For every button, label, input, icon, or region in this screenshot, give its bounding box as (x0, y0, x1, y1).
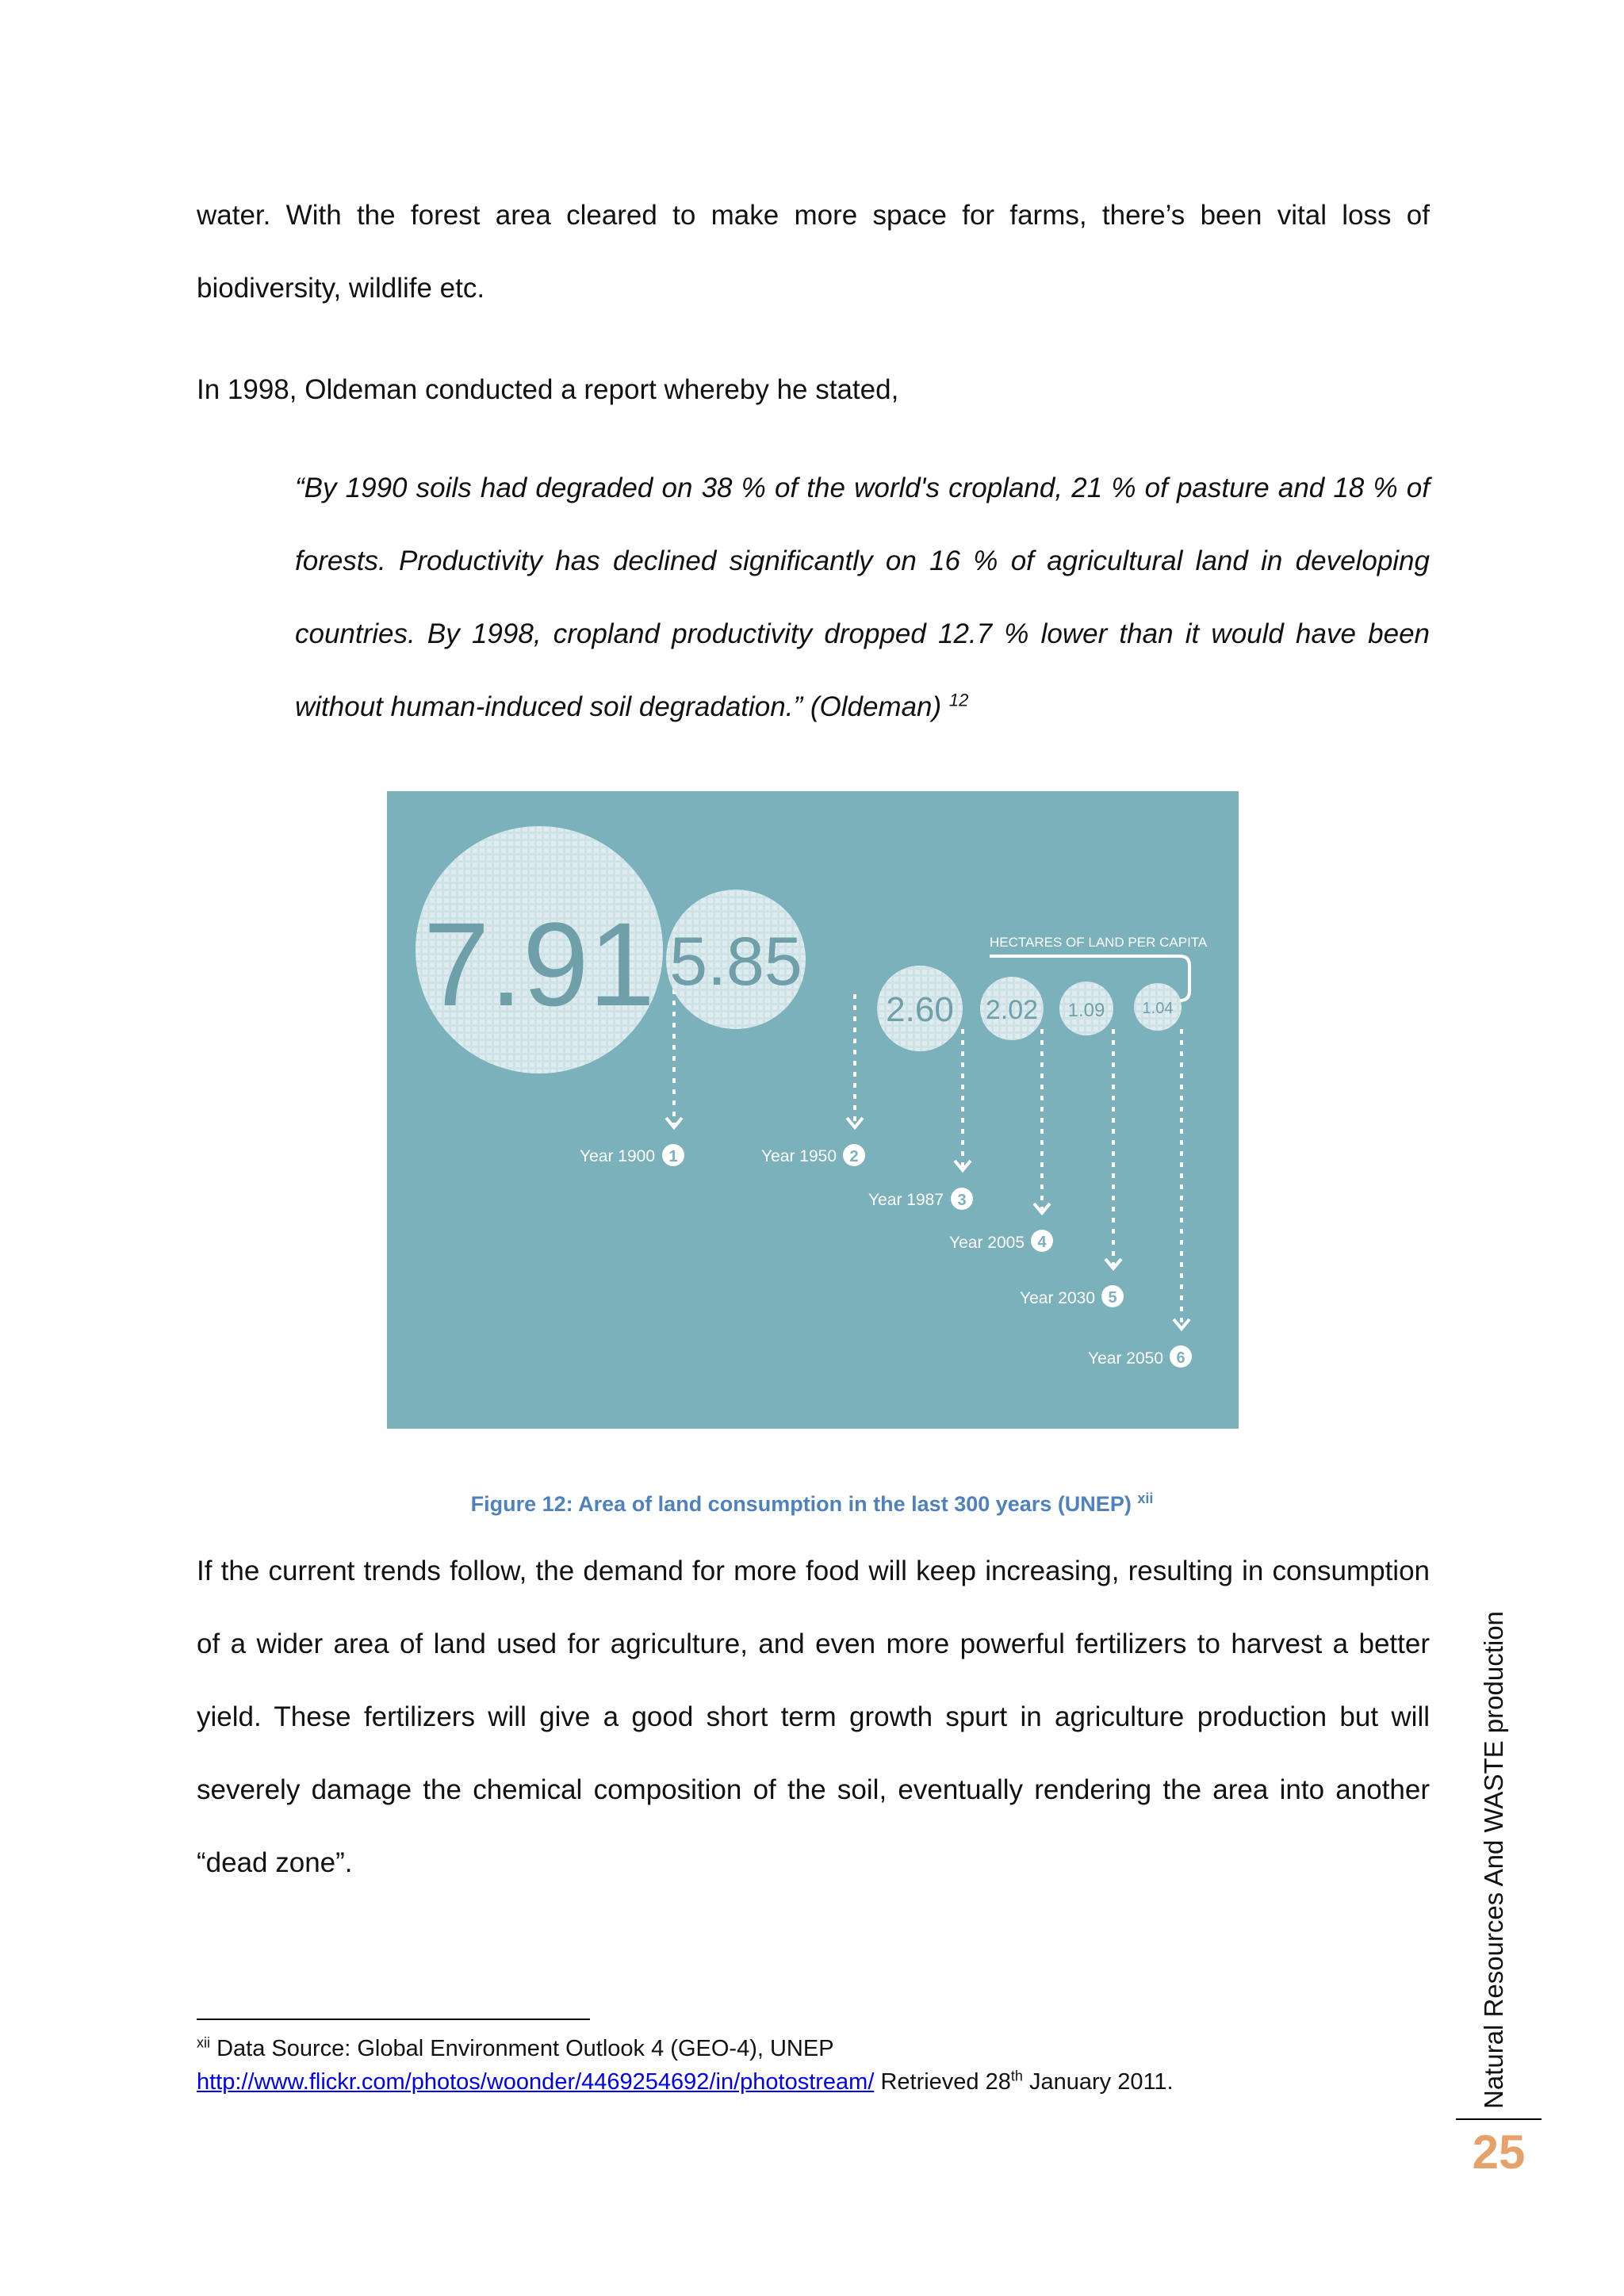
paragraph-intro: water. With the forest area cleared to make more space for farms, there’s been vital loss of biodiversity, wildlife etc. (197, 200, 1430, 304)
item-1987 (868, 966, 973, 1210)
running-title: Natural Resources And WASTE production (1479, 1611, 1508, 2109)
item-2050 (1088, 983, 1192, 1368)
value-2: 5.85 (669, 924, 802, 1000)
value-1: 7.91 (423, 897, 655, 1031)
blockquote-oldeman: “By 1990 soils had degraded on 38 % of the world's cropland, 21 % of pasture and 18 % of forests. Productivity has declined significantly on 16 % of agricultural land in developing countries. By 1998, cropland productivity dropped 12.7 % lower than it would have been without human-induced soil degradation.” (Oldeman) $^{12}$ (295, 473, 1430, 722)
footnote: $^{xii}$ Data Source: Global Environment Outlook 4 (GEO-4), UNEP http://www.flickr.com/photos/woonder/4469254692/in/photostream/ Retrieved 28th January 2011. (197, 2034, 1174, 2095)
year-3: Year 1987 (868, 1191, 944, 1209)
footnote-divider (197, 2019, 590, 2020)
svg-text:3: 3 (957, 1192, 967, 1209)
figure-land-consumption (387, 791, 1239, 1429)
value-4: 2.02 (985, 995, 1039, 1025)
value-3: 2.60 (886, 990, 954, 1029)
footnote-marker: xii (197, 2034, 210, 2051)
page-number-divider (1456, 2118, 1542, 2120)
item-1950 (666, 890, 865, 1166)
svg-text:4: 4 (1037, 1234, 1047, 1251)
svg-text:1: 1 (668, 1148, 678, 1165)
item-2030 (1020, 982, 1124, 1307)
year-2: Year 1950 (761, 1147, 837, 1165)
value-5: 1.09 (1067, 1000, 1105, 1021)
footnote-link[interactable]: http://www.flickr.com/photos/woonder/4469254692/in/photostream/ (197, 2069, 875, 2095)
footnote-source: Data Source: Global Environment Outlook 4 (GEO-4), UNEP (216, 2036, 834, 2061)
item-1900 (416, 826, 684, 1166)
value-6: 1.04 (1142, 1000, 1174, 1017)
year-5: Year 2030 (1020, 1289, 1095, 1307)
year-1: Year 1900 (580, 1147, 655, 1165)
infographic (387, 791, 1239, 1429)
header-label: HECTARES OF LAND PER CAPITA (990, 935, 1208, 950)
footnote-ref-12: 12 (948, 690, 969, 710)
svg-text:2: 2 (849, 1148, 859, 1165)
paragraph-oldeman: In 1998, Oldeman conducted a report whereby he stated, (197, 374, 899, 405)
figure-caption: Figure 12: Area of land consumption in the last 300 years (UNEP) $^{xii}$ (470, 1490, 1154, 1516)
year-6: Year 2050 (1088, 1349, 1163, 1368)
svg-text:5: 5 (1108, 1289, 1117, 1307)
paragraph-trends: If the current trends follow, the demand for more food will keep increasing, resulting in consumption of a wider area of land used for agriculture, and even more powerful fertilizers to harvest a better yield. These fertilizers will give a good short term growth spurt in agriculture production but will severely damage the chemical composition of the soil, eventually rendering the area into another “dead zone”. (197, 1556, 1430, 1878)
page-number: 25 (1472, 2126, 1526, 2179)
svg-text:6: 6 (1176, 1349, 1185, 1367)
caption-footnote-ref: xii (1137, 1490, 1154, 1506)
item-2005 (949, 977, 1053, 1252)
year-4: Year 2005 (949, 1234, 1025, 1252)
